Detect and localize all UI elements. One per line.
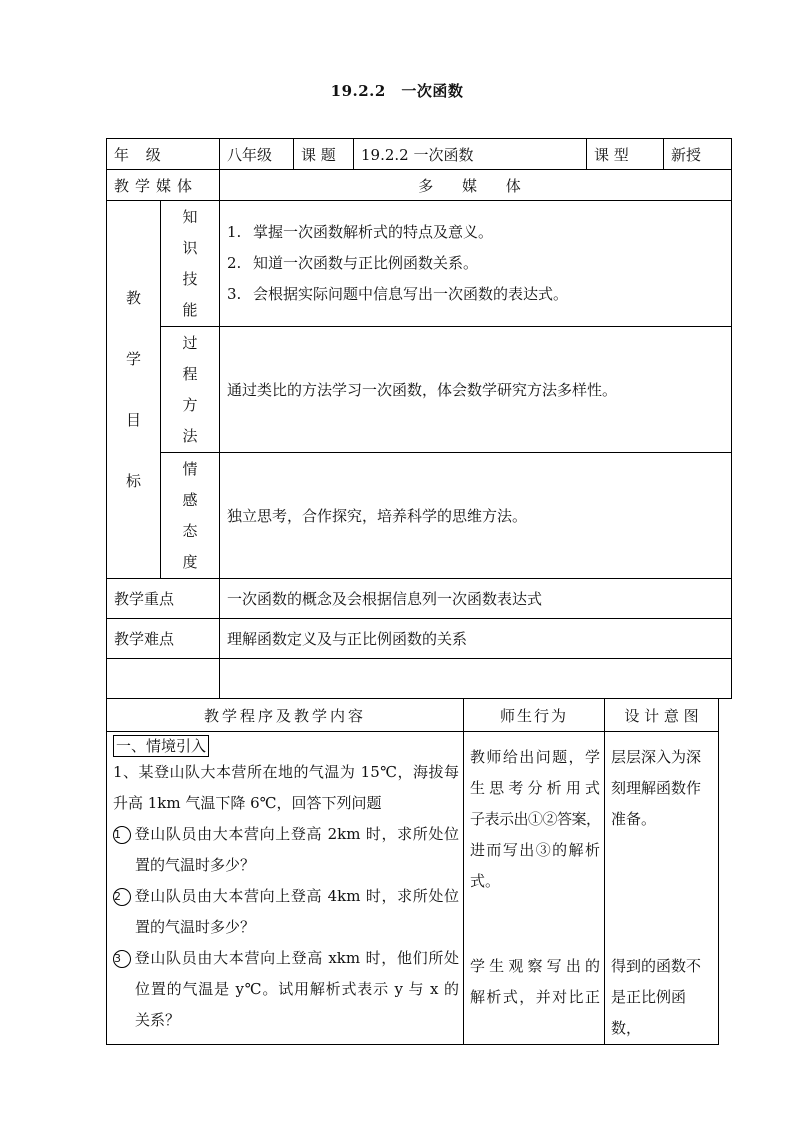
knowledge-goals [220,201,732,327]
goal-item: 1. 掌握一次函数解析式的特点及意义。 [227,223,494,241]
type-label: 课 型 [587,139,664,170]
question-3: 3 登山队员由大本营向上登高 xkm 时，他们所处 [114,949,459,967]
question-1-cont: 置的气温时多少？ [135,856,256,874]
question-2-cont: 置的气温时多少？ [135,918,256,936]
key-point-value: 一次函数的概念及会根据信息列一次函数表达式 [220,579,732,619]
question-2: 2 登山队员由大本营向上登高 4km 时，求所处位 [114,887,459,905]
question-1: 1 登山队员由大本营向上登高 2km 时，求所处位 [114,825,459,843]
question-3-cont: 关系？ [135,1011,181,1029]
goal-item: 2. 知道一次函数与正比例函数关系。 [227,254,479,272]
header-design: 设 计 意 图 [605,699,719,732]
media-label: 教学媒体 [107,170,220,201]
problem-line: 1、某登山队大本营所在地的气温为 15℃，海拔每 [113,763,459,781]
header-procedure: 教学程序及教学内容 [107,699,464,732]
question-3-cont: 位置的气温是 y℃。试用解析式表示 y 与 x 的 [135,980,459,998]
circled-number: 3 [113,950,131,968]
header-behavior: 师生行为 [464,699,605,732]
media-value: 多 媒 体 [220,170,732,201]
knowledge-label: 知 识 技 能 [161,201,220,327]
circled-number: 1 [113,826,131,844]
procedure-content [107,732,464,1045]
grade-label: 年 级 [107,139,220,170]
topic-label: 课 题 [294,139,354,170]
difficulty-label: 教学难点 [107,619,220,659]
goals-label: 教 学 目 标 [107,201,161,579]
behavior-content: 教师给出问题，学 生思考分析用式 子表示出①②答案， 进而写出③的解析 式。 学生观察写出的 解析式，并对比正 [464,732,605,1045]
emotion-goal: 独立思考，合作探究，培养科学的思维方法。 [220,453,732,579]
problem-line: 升高 1km 气温下降 6℃，回答下列问题 [113,794,382,812]
empty-cell [220,659,732,699]
lesson-info-table [106,138,732,699]
key-point-label: 教学重点 [107,579,220,619]
design-content: 层层深入为深 刻理解函数作 准备。 得到的函数不 是正比例函数， [605,732,719,1045]
difficulty-value: 理解函数定义及与正比例函数的关系 [220,619,732,659]
process-goal: 通过类比的方法学习一次函数，体会数学研究方法多样性。 [220,327,732,453]
empty-cell [107,659,220,699]
page-title: 19.2.2 一次函数 [330,82,464,100]
type-value: 新授 [664,139,732,170]
process-label: 过 程 方 法 [161,327,220,453]
goal-item: 3. 会根据实际问题中信息写出一次函数的表达式。 [227,285,569,303]
grade-value: 八年级 [220,139,294,170]
circled-number: 2 [113,888,131,906]
section-title: 一、情境引入 [113,735,209,757]
procedure-table [106,698,719,1045]
emotion-label: 情 感 态 度 [161,453,220,579]
topic-value: 19.2.2 一次函数 [354,139,587,170]
